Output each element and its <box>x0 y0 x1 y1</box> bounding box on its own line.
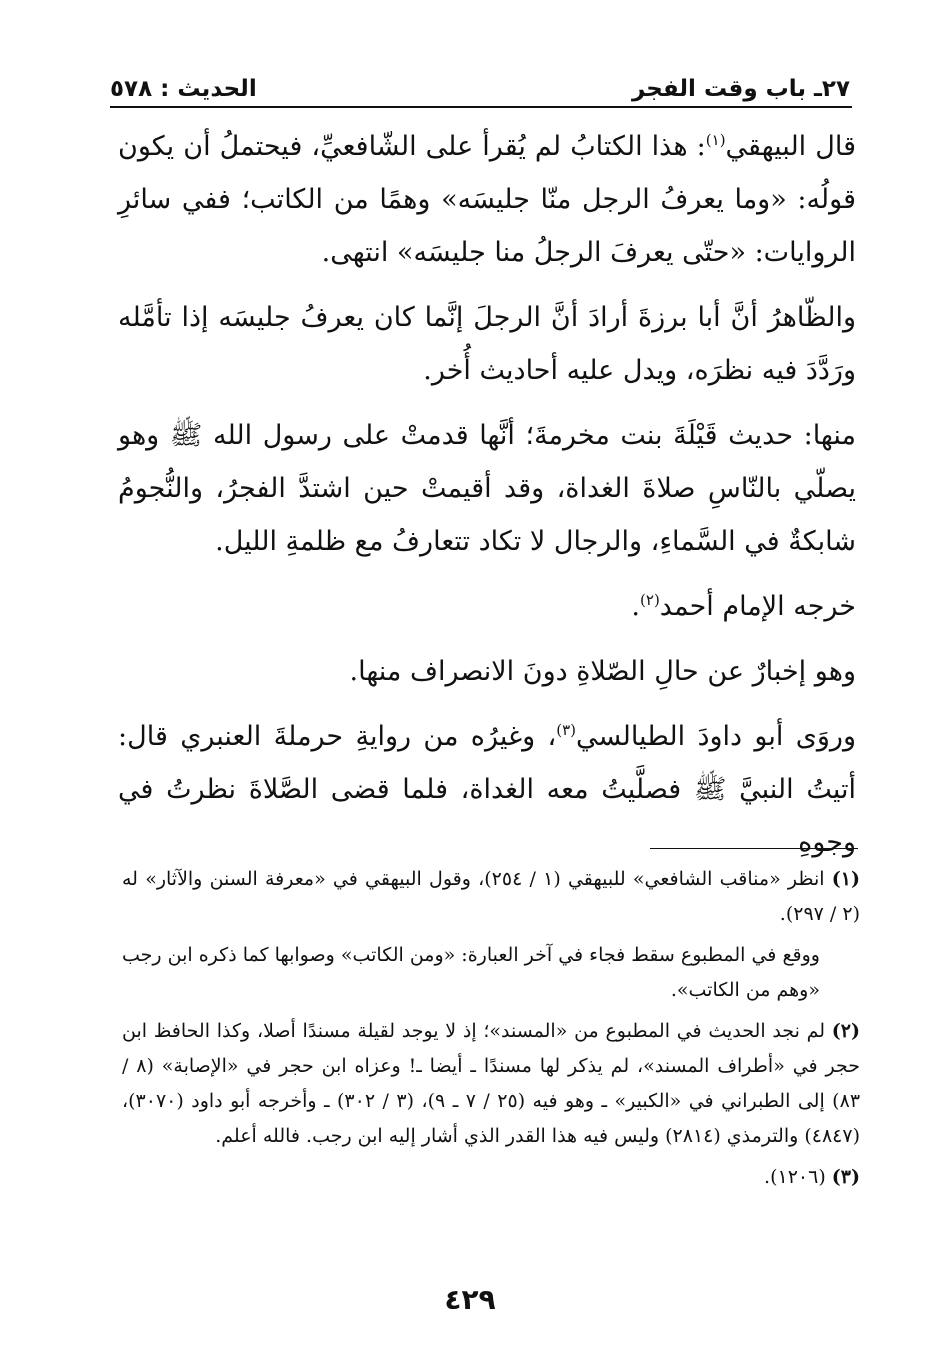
chapter-title: ٢٧ـ باب وقت الفجر <box>631 76 850 102</box>
footnote-marker: (٣) <box>556 721 577 739</box>
paragraph: قال البيهقي$^{(١)}$: هذا الكتابُ لم يُقرأ على الشّافعيِّ، فيحتملُ أن يكون قولُه: «وما يعرفُ الرجل منّا جليسَه» وهمًا من الكاتب؛ ففي سائرِ الروايات: «حتّى يعرفَ الرجلُ منا جليسَه» انتهى. <box>118 131 856 268</box>
footnote: (٢) لم نجد الحديث في المطبوع من «المسند»؛ إذ لا يوجد لقيلة مسندًا أصلا، وكذا الحافظ ابن حجر في «أطراف المسند»، لم يذكر لها مسندًا ـ أيضا ـ! وعزاه ابن حجر في «الإصابة» (٨ / ٨٣) إلى الطبراني في «الكبير» ـ وهو فيه (٢٥ / ٧ ـ ٩)، (٣ / ٣٠٢) ـ وأخرجه أبو داود (٣٠٧٠)، (٤٨٤٧) والترمذي (٢٨١٤) وليس فيه هذا القدر الذي أشار إليه ابن رجب. فالله أعلم. <box>122 1020 861 1147</box>
footnotes <box>122 862 860 1201</box>
hadith-reference: الحديث : ٥٧٨ <box>110 76 257 102</box>
main-text <box>118 120 856 881</box>
running-header <box>110 68 850 102</box>
paragraph: وهو إخبارٌ عن حالِ الصّلاةِ دونَ الانصراف منها. <box>349 656 856 687</box>
footnote-marker: (٢) <box>640 591 660 609</box>
paragraph: خرجه الإمام أحمد$^{(٢)}$. <box>631 591 856 622</box>
paragraph: وروَى أبو داودَ الطيالسي$^{(٣)}$، وغيرُه من روايةِ حرملةَ العنبري قال: أتيتُ النبيَّ ﷺ فصلَّيتُ معه الغداة، فلما قضى الصَّلاةَ نظرتُ في وجوهِ <box>118 721 856 858</box>
paragraph: والظّاهرُ أنَّ أبا برزةَ أرادَ أنَّ الرجلَ إنَّما كان يعرفُ جليسَه إذا تأمَّله ورَدَّدَ فيه نظرَه، ويدل عليه أحاديث أُخر. <box>118 302 856 386</box>
footnote: ووقع في المطبوع سقط فجاء في آخر العبارة: «ومن الكاتب» وصوابها كما ذكره ابن رجب «وهم من الكاتب». <box>122 944 820 1001</box>
footnote: (١) انظر «مناقب الشافعي» للبيهقي (١ / ٢٥٤)، وقول البيهقي في «معرفة السنن والآثار» له (٢ / ٢٩٧). <box>122 868 860 925</box>
footnote: (٣) (١٢٠٦). <box>764 1166 860 1188</box>
paragraph: منها: حديث قَيْلَةَ بنت مخرمةَ؛ أنَّها قدمتْ على رسول الله ﷺ وهو يصلّي بالنّاسِ صلاةَ الغداة، وقد أقيمتْ حين اشتدَّ الفجرُ، والنُّجومُ شابكةٌ في السَّماءِ، والرجال لا تكاد تتعارفُ مع ظلمةِ الليل. <box>118 420 856 557</box>
footnote-marker: (١) <box>705 131 726 149</box>
header-divider <box>110 106 852 108</box>
footnote-divider <box>650 848 858 849</box>
page-number: ٤٢٩ <box>444 1283 496 1316</box>
